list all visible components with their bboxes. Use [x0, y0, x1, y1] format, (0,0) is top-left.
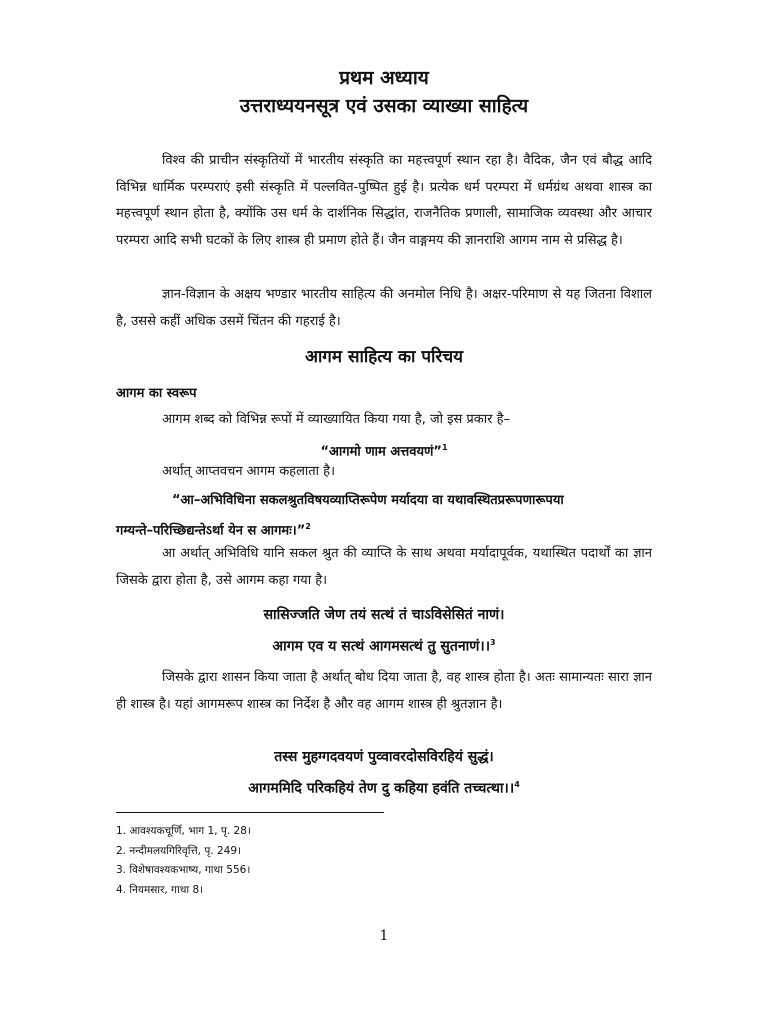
verse-2-line-2-text: आगममिदि परिकहियं तेण दु कहिया हवंति तच्चत्था।। [248, 780, 515, 797]
verse-1-line-1: सासिज्जति जेण तयं सत्थं तं चाऽविसेसितं नाणं। [263, 607, 505, 623]
intro-paragraph-1: विश्व की प्राचीन संस्कृतियों में भारतीय संस्कृति का महत्त्वपूर्ण स्थान रहा है। वैदिक, जैन एवं बौद्ध आदि विभिन्न धार्मिक परम्पराएं इसी संस्कृति में पल्लवित-पुष्पित हुई है। प्रत्येक धर्म परम्परा में धर्मग्रंथ अथवा शास्त्र का महत्त्वपूर्ण स्थान होता है, क्योंकि उस धर्म के दार्शनिक सिद्धांत, राजनैतिक प्रणाली, सामाजिक व्यवस्था और आचार परम्परा आदि सभी घटकों के लिए शास्त्र ही प्रमाण होते हैं। जैन वाङ्गमय की ज्ञानराशि आगम नाम से प्रसिद्ध है। [116, 153, 652, 248]
footnote-3: 3. विशेषावश्यकभाष्य, गाथा 556। [116, 864, 251, 876]
intro-line: आगम शब्द को विभिन्न रूपों में व्याख्यायित किया गया है, जो इस प्रकार है– [162, 412, 511, 427]
chapter-subtitle: उत्तराध्ययनसूत्र एवं उसका व्याख्या साहित्य [239, 95, 529, 117]
footnote-2: 2. नन्दीमलयगिरिवृत्ति, पृ. 249। [116, 844, 242, 857]
section-title: आगम साहित्य का परिचय [304, 347, 464, 367]
verse-1-line-2-text: आगम एव य सत्थं आगमसत्थं तु सुतनाणं।। [272, 638, 491, 655]
verse-1-line-2 [0, 630, 768, 660]
page-number: 1 [379, 928, 389, 944]
chapter-title: प्रथम अध्याय [339, 67, 429, 89]
footnote-ref-4: 4 [514, 780, 520, 789]
verse-2-line-1: तस्स मुहग्गदवयणं पुव्वावरदोसविरहियं सुद्धं। [274, 749, 494, 765]
footnotes [116, 822, 516, 900]
intro-paragraph-2: ज्ञान-विज्ञान के अक्षय भण्डार भारतीय साहित्य की अनमोल निधि है। अक्षर-परिमाण से यह जितना विशाल है, उससे कहीं अधिक उसमें चिंतन की गहराई है। [116, 287, 652, 329]
footnote-4: 4. नियमसार, गाथा 8। [116, 883, 204, 896]
explanation-paragraph: आ अर्थात् अभिविधि यानि सकल श्रुत की व्याप्ति के साथ अथवा मर्यादापूर्वक, यथास्थित पदार्थों का ज्ञान जिसके द्वारा होता है, उसे आगम कहा गया है। [116, 546, 652, 588]
footnote-ref-2: 2 [305, 522, 311, 531]
footnote-1: 1. आवश्यकचूर्णि, भाग 1, पृ. 28। [116, 825, 251, 837]
quote-2-line-2-text: गम्यन्ते–परिच्छिद्यन्तेऽर्था येन स आगमः।” [116, 523, 306, 539]
meaning-line: अर्थात् आप्तवचन आगम कहलाता है। [162, 464, 335, 479]
verse-2-line-2 [0, 772, 768, 802]
quote-1-text: “आगमो णाम अत्तवयणं” [320, 444, 442, 460]
quote-2-line-1: “आ–अभिविधिना सकलश्रुतविषयव्याप्तिरूपेण मर्यादया वा यथावस्थितप्ररूपणारूपया [172, 493, 564, 508]
footnote-ref-1: 1 [441, 443, 448, 452]
explanation-paragraph-2: जिसके द्वारा शासन किया जाता है अर्थात् बोध दिया जाता है, वह शास्त्र होता है। अतः सामान्यतः सारा ज्ञान ही शास्त्र है। यहां आगमरूप शास्त्र का निर्देश है और वह आगम शास्त्र ही श्रुतज्ञान है। [116, 670, 652, 712]
subheading: आगम का स्वरूप [116, 386, 197, 401]
footnote-ref-3: 3 [490, 638, 496, 647]
footnote-divider [116, 812, 384, 813]
